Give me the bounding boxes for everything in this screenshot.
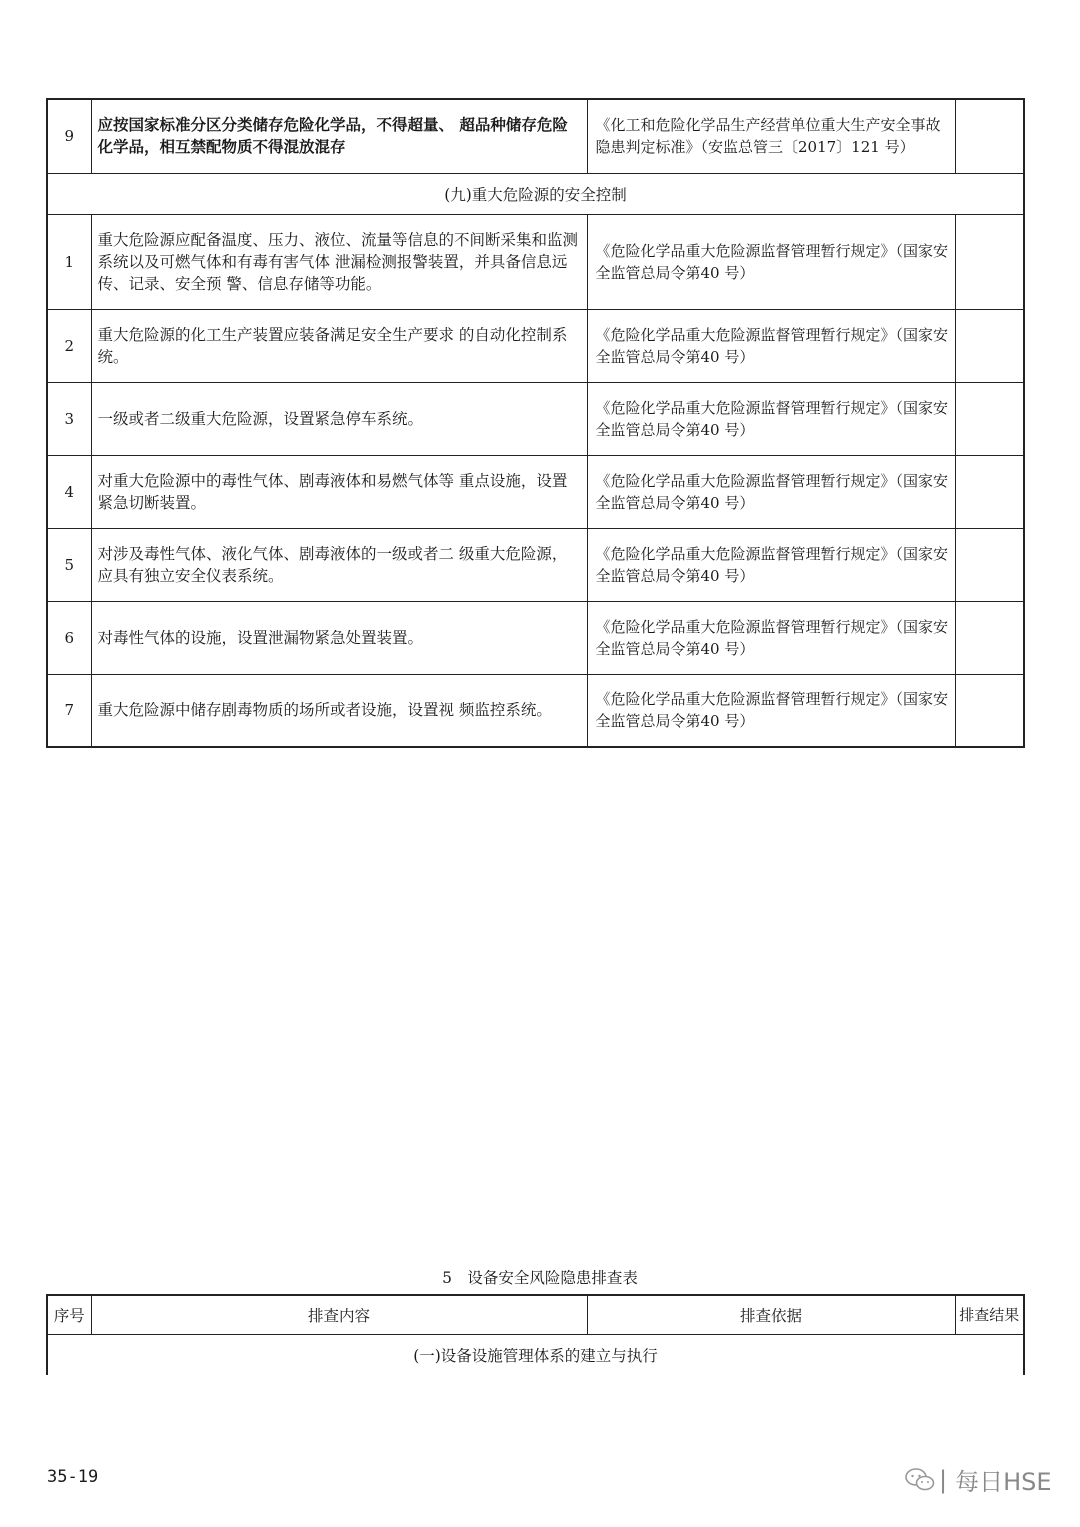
table-row bbox=[47, 309, 1024, 382]
row-content: 重大危险源中储存剧毒物质的场所或者设施，设置视 频监控系统。 bbox=[91, 674, 587, 747]
page-number: 35-19 bbox=[47, 1467, 99, 1487]
header-row bbox=[47, 1295, 1024, 1335]
row-result bbox=[955, 214, 1024, 309]
row-basis: 《危险化学品重大危险源监督管理暂行规定》（国家安全监管总局令第40 号） bbox=[587, 214, 955, 309]
section-title: (九)重大危险源的安全控制 bbox=[47, 173, 1024, 214]
wechat-icon bbox=[905, 1467, 935, 1493]
row-number: 3 bbox=[47, 382, 91, 455]
row-content: 应按国家标准分区分类储存危险化学品，不得超量、 超品种储存危险化学品，相互禁配物质不得混放混存 bbox=[91, 99, 587, 173]
row-result bbox=[955, 601, 1024, 674]
row-basis: 《化工和危险化学品生产经营单位重大生产安全事故隐患判定标准》（安监总管三〔2017〕121 号） bbox=[587, 99, 955, 173]
row-result bbox=[955, 382, 1024, 455]
header-basis: 排查依据 bbox=[587, 1295, 955, 1335]
row-content: 对重大危险源中的毒性气体、剧毒液体和易燃气体等 重点设施，设置紧急切断装置。 bbox=[91, 455, 587, 528]
row-result bbox=[955, 99, 1024, 173]
header-no: 序号 bbox=[47, 1295, 91, 1335]
hazard-table-top bbox=[46, 98, 1025, 748]
row-number: 7 bbox=[47, 674, 91, 747]
section-title: (一)设备设施管理体系的建立与执行 bbox=[47, 1335, 1024, 1376]
header-result: 排查结果 bbox=[955, 1295, 1024, 1335]
watermark bbox=[905, 1462, 1052, 1497]
header-content: 排查内容 bbox=[91, 1295, 587, 1335]
section-row bbox=[47, 173, 1024, 214]
row-basis: 《危险化学品重大危险源监督管理暂行规定》（国家安全监管总局令第40 号） bbox=[587, 309, 955, 382]
row-number: 1 bbox=[47, 214, 91, 309]
row-basis: 《危险化学品重大危险源监督管理暂行规定》（国家安全监管总局令第40 号） bbox=[587, 382, 955, 455]
watermark-separator: | bbox=[939, 1465, 948, 1494]
row-result bbox=[955, 674, 1024, 747]
row-number: 5 bbox=[47, 528, 91, 601]
table-row bbox=[47, 99, 1024, 173]
table-row bbox=[47, 455, 1024, 528]
row-content: 一级或者二级重大危险源，设置紧急停车系统。 bbox=[91, 382, 587, 455]
row-result bbox=[955, 309, 1024, 382]
watermark-text: 每日HSE bbox=[955, 1468, 1052, 1496]
equipment-table bbox=[46, 1294, 1025, 1375]
table-row bbox=[47, 528, 1024, 601]
row-basis: 《危险化学品重大危险源监督管理暂行规定》（国家安全监管总局令第40 号） bbox=[587, 601, 955, 674]
row-content: 重大危险源应配备温度、压力、液位、流量等信息的不间断采集和监测系统以及可燃气体和有毒有害气体 泄漏检测报警装置，并具备信息远传、记录、安全预 警、信息存储等功能。 bbox=[91, 214, 587, 309]
row-content: 对涉及毒性气体、液化气体、剧毒液体的一级或者二 级重大危险源，应具有独立安全仪表系统。 bbox=[91, 528, 587, 601]
row-basis: 《危险化学品重大危险源监督管理暂行规定》（国家安全监管总局令第40 号） bbox=[587, 528, 955, 601]
section-row bbox=[47, 1335, 1024, 1376]
table-row bbox=[47, 214, 1024, 309]
table-row bbox=[47, 382, 1024, 455]
row-basis: 《危险化学品重大危险源监督管理暂行规定》（国家安全监管总局令第40 号） bbox=[587, 455, 955, 528]
row-content: 对毒性气体的设施，设置泄漏物紧急处置装置。 bbox=[91, 601, 587, 674]
row-number: 9 bbox=[47, 99, 91, 173]
row-basis: 《危险化学品重大危险源监督管理暂行规定》（国家安全监管总局令第40 号） bbox=[587, 674, 955, 747]
row-content: 重大危险源的化工生产装置应装备满足安全生产要求 的自动化控制系统。 bbox=[91, 309, 587, 382]
row-result bbox=[955, 455, 1024, 528]
row-number: 4 bbox=[47, 455, 91, 528]
row-number: 2 bbox=[47, 309, 91, 382]
table-row bbox=[47, 601, 1024, 674]
table-title: 5 设备安全风险隐患排查表 bbox=[442, 1269, 638, 1287]
table-row bbox=[47, 674, 1024, 747]
row-result bbox=[955, 528, 1024, 601]
row-number: 6 bbox=[47, 601, 91, 674]
